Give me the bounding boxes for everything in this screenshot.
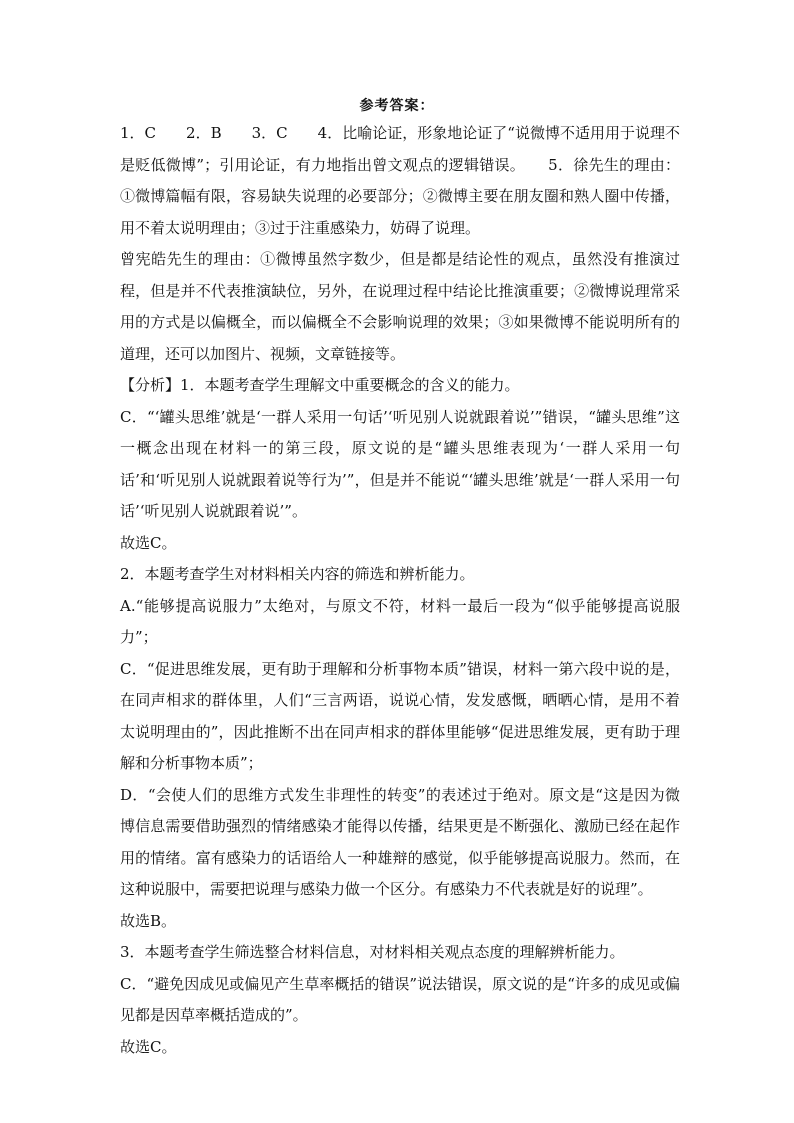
zeng-reasons-paragraph: 曾宪皓先生的理由：①微博虽然字数少，但是都是结论性的观点，虽然没有推演过程，但是并不代表推演缺位，另外，在说理过程中结论比推演重要；②微博说理常采用的方式是以偏概全，而以偏概全不会影响说理的效果；③如果微博不能说明所有的道理，还可以加图片、视频，文章链接等。	[120, 250, 680, 363]
answer-list-paragraph: 1．C 2．B 3．C 4．比喻论证，形象地论证了“说微博不适用用于说理不是贬低微博”；引用论证，有力地指出曾文观点的逻辑错误。 5．徐先生的理由：①微博篇幅有限，容易缺失说理的必要部分；②微博主要在朋友圈和熟人圈中传播，用不着太说明理由；③过于注重感染力，妨碍了说理。	[120, 124, 680, 237]
answer-title: 参考答案：	[359, 98, 435, 114]
analysis-q3-heading: 3．本题考查学生筛选整合材料信息，对材料相关观点态度的理解辨析能力。	[120, 943, 625, 961]
analysis-q3-option-c: C．“避免因成见或偏见产生草率概括的错误”说法错误，原文说的是“许多的成见或偏见都是因草率概括造成的”。	[120, 974, 680, 1024]
analysis-q2-option-a: A.“能够提高说服力”太绝对，与原文不符，材料一最后一段为“似乎能够提高说服力”；	[120, 596, 680, 646]
analysis-q2-conclusion: 故选B。	[120, 911, 177, 930]
analysis-q1-conclusion: 故选C。	[120, 533, 177, 552]
analysis-q2-option-d: D．“会使人们的思维方式发生非理性的转变”的表述过于绝对。原文是“这是因为微博信息需要借助强烈的情绪感染才能得以传播，结果更是不断强化、激励已经在起作用的情绪。富有感染力的话语给人一种雄辩的感觉，似乎能够提高说服力。然而，在这种说服中，需要把说理与感染力做一个区分。有感染力不代表就是好的说理”。	[120, 785, 680, 898]
analysis-q3-conclusion: 故选C。	[120, 1037, 177, 1056]
analysis-q1-heading: 【分析】1．本题考查学生理解文中重要概念的含义的能力。	[120, 376, 520, 394]
analysis-q2-heading: 2．本题考查学生对材料相关内容的筛选和辨析能力。	[120, 565, 475, 583]
analysis-q2-option-c: C．“促进思维发展，更有助于理解和分析事物本质”错误，材料一第六段中说的是，在同声相求的群体里，人们“三言两语，说说心情，发发感慨，晒晒心情，是用不着太说明理由的”，因此推断不出在同声相求的群体里能够“促进思维发展，更有助于理解和分析事物本质”；	[120, 659, 680, 772]
analysis-q1-option-c: C．“‘罐头思维’就是‘一群人采用一句话’‘听见别人说就跟着说’”错误，“罐头思维”这一概念出现在材料一的第三段，原文说的是“罐头思维表现为‘一群人采用一句话’和‘听见别人说就跟着说等行为’”，但是并不能说“‘罐头思维’就是‘一群人采用一句话’‘听见别人说就跟着说’”。	[120, 407, 680, 520]
answer-content	[120, 118, 680, 1063]
